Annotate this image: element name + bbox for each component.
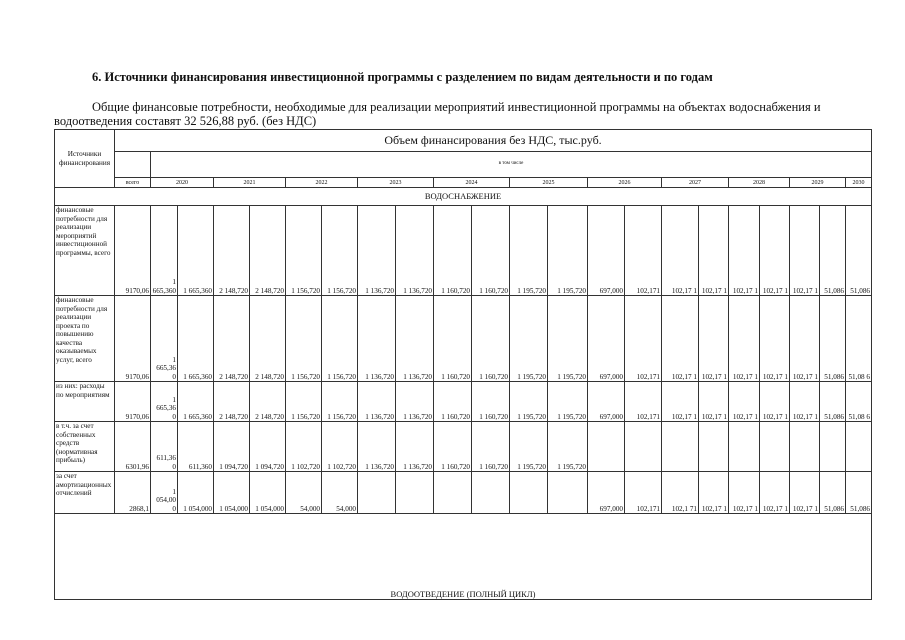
- value-cell: 1 160,720: [434, 206, 472, 296]
- value-cell: 1 195,720: [510, 296, 548, 382]
- value-cell: 1 665,360: [178, 206, 214, 296]
- value-cell: [729, 422, 760, 472]
- value-cell: 102,17 1: [790, 206, 820, 296]
- row-total: 2868,1: [115, 472, 151, 514]
- value-cell: 102,17 1: [760, 382, 790, 422]
- year-2020: 2020: [151, 178, 214, 188]
- value-cell: 697,000: [588, 472, 625, 514]
- section-heading: 6. Источники финансирования инвестиционной программы с разделением по видам деятельности и по годам: [92, 70, 713, 84]
- years-row: [55, 178, 872, 188]
- value-cell: 2 148,720: [250, 206, 286, 296]
- value-cell: 1 136,720: [396, 296, 434, 382]
- value-cell: 51,086: [846, 472, 872, 514]
- value-cell: 1 136,720: [396, 206, 434, 296]
- value-cell: 102,1 71: [662, 472, 699, 514]
- value-cell: 2 148,720: [250, 382, 286, 422]
- value-cell: 611,360: [178, 422, 214, 472]
- value-cell: 1 156,720: [286, 382, 322, 422]
- value-cell: 51,086: [846, 206, 872, 296]
- source-header: Источники финансирования: [55, 130, 115, 188]
- value-cell: 1 156,720: [286, 296, 322, 382]
- value-cell: 1 160,720: [472, 422, 510, 472]
- value-cell: 1 160,720: [434, 382, 472, 422]
- value-cell: 102,171: [625, 296, 662, 382]
- value-cell: 1 156,720: [322, 296, 358, 382]
- value-cell: 102,17 1: [729, 206, 760, 296]
- value-cell: [790, 422, 820, 472]
- value-cell: 1 136,720: [396, 422, 434, 472]
- value-cell: [548, 472, 588, 514]
- value-cell: 1 054,000: [178, 472, 214, 514]
- year-2022: 2022: [286, 178, 358, 188]
- value-cell: 102,17 1: [729, 296, 760, 382]
- year-2024: 2024: [434, 178, 510, 188]
- row-label: в т.ч. за счет собственных средств (нормативная прибыль): [55, 422, 115, 472]
- value-cell: 102,17 1: [760, 206, 790, 296]
- value-cell: [472, 472, 510, 514]
- value-cell: [588, 422, 625, 472]
- value-cell: 1 156,720: [286, 206, 322, 296]
- value-cell: 102,171: [625, 206, 662, 296]
- value-cell: [396, 472, 434, 514]
- value-cell: 1 665,36 0: [151, 296, 178, 382]
- value-cell: 1 136,720: [358, 296, 396, 382]
- value-cell: [846, 422, 872, 472]
- value-cell: 697,000: [588, 382, 625, 422]
- value-cell: 1 136,720: [358, 206, 396, 296]
- value-cell: 102,17 1: [790, 296, 820, 382]
- value-cell: 102,17 1: [662, 382, 699, 422]
- value-cell: 611,36 0: [151, 422, 178, 472]
- value-cell: 51,086: [820, 382, 846, 422]
- intro-paragraph: Общие финансовые потребности, необходимые для реализации мероприятий инвестиционной программы на объектах водоснабжения и водоотведения составят 32 526,88 руб. (без НДС): [54, 100, 821, 128]
- table-row: [55, 382, 872, 422]
- row-total: 9170,06: [115, 382, 151, 422]
- row-total: 9170,06: [115, 206, 151, 296]
- volume-header: Объем финансирования без НДС, тыс.руб.: [115, 130, 872, 152]
- value-cell: [510, 472, 548, 514]
- row-label: финансовые потребности для реализации проекта по повышению качества оказываемых услуг, всего: [55, 296, 115, 382]
- year-2026: 2026: [588, 178, 662, 188]
- section-water-supply: ВОДОСНАБЖЕНИЕ: [55, 188, 872, 206]
- value-cell: 102,17 1: [760, 472, 790, 514]
- value-cell: 102,171: [625, 472, 662, 514]
- table-row: [55, 206, 872, 296]
- value-cell: 102,17 1: [729, 382, 760, 422]
- year-2030: 2030: [846, 178, 872, 188]
- section-sewerage: ВОДООТВЕДЕНИЕ (ПОЛНЫЙ ЦИКЛ): [55, 514, 872, 600]
- total-header: всего: [115, 178, 151, 188]
- value-cell: 102,17 1: [699, 296, 729, 382]
- value-cell: 102,17 1: [662, 206, 699, 296]
- value-cell: [820, 422, 846, 472]
- table-row: [55, 296, 872, 382]
- value-cell: 51,086: [820, 206, 846, 296]
- value-cell: 1 156,720: [322, 382, 358, 422]
- value-cell: 1 160,720: [472, 206, 510, 296]
- value-cell: 102,171: [625, 382, 662, 422]
- value-cell: [625, 422, 662, 472]
- value-cell: 1 160,720: [434, 296, 472, 382]
- financing-table: [54, 129, 872, 600]
- value-cell: 1 094,720: [250, 422, 286, 472]
- value-cell: 1 195,720: [510, 422, 548, 472]
- value-cell: 1 156,720: [322, 206, 358, 296]
- year-2028: 2028: [729, 178, 790, 188]
- value-cell: 1 195,720: [548, 206, 588, 296]
- year-2021: 2021: [214, 178, 286, 188]
- year-2023: 2023: [358, 178, 434, 188]
- value-cell: 1 136,720: [358, 382, 396, 422]
- row-label: финансовые потребности для реализации мероприятий инвестиционной программы, всего: [55, 206, 115, 296]
- value-cell: 102,17 1: [790, 382, 820, 422]
- value-cell: 1 160,720: [472, 382, 510, 422]
- row-label: за счет амортизационных отчислений: [55, 472, 115, 514]
- table-row: [55, 422, 872, 472]
- value-cell: 1 094,720: [214, 422, 250, 472]
- value-cell: 1 665,36 0: [151, 382, 178, 422]
- value-cell: 1 136,720: [396, 382, 434, 422]
- value-cell: 102,17 1: [699, 206, 729, 296]
- value-cell: 54,000: [322, 472, 358, 514]
- table-row: [55, 472, 872, 514]
- year-2027: 2027: [662, 178, 729, 188]
- row-total: 6301,96: [115, 422, 151, 472]
- value-cell: 102,17 1: [729, 472, 760, 514]
- value-cell: [760, 422, 790, 472]
- value-cell: 697,000: [588, 296, 625, 382]
- value-cell: 51,086: [820, 296, 846, 382]
- value-cell: 1 665,360: [178, 296, 214, 382]
- value-cell: 2 148,720: [214, 382, 250, 422]
- value-cell: 102,17 1: [699, 472, 729, 514]
- row-label: из них: расходы по мероприятиям: [55, 382, 115, 422]
- value-cell: 1 054,000: [214, 472, 250, 514]
- value-cell: 102,17 1: [699, 382, 729, 422]
- year-2029: 2029: [790, 178, 846, 188]
- value-cell: 1 160,720: [472, 296, 510, 382]
- value-cell: 697,000: [588, 206, 625, 296]
- value-cell: 51,086: [820, 472, 846, 514]
- value-cell: 102,17 1: [662, 296, 699, 382]
- value-cell: 1 102,720: [286, 422, 322, 472]
- value-cell: [662, 422, 699, 472]
- value-cell: 1 136,720: [358, 422, 396, 472]
- value-cell: 1 054,000: [250, 472, 286, 514]
- value-cell: 1 665,360: [151, 206, 178, 296]
- value-cell: 1 665,360: [178, 382, 214, 422]
- year-2025: 2025: [510, 178, 588, 188]
- value-cell: 51,08 6: [846, 382, 872, 422]
- value-cell: 1 195,720: [510, 382, 548, 422]
- value-cell: 2 148,720: [214, 206, 250, 296]
- value-cell: 1 195,720: [548, 296, 588, 382]
- value-cell: 2 148,720: [250, 296, 286, 382]
- value-cell: 51,08 6: [846, 296, 872, 382]
- value-cell: 102,17 1: [790, 472, 820, 514]
- including-label: в том числе: [151, 152, 872, 178]
- value-cell: [358, 472, 396, 514]
- value-cell: [434, 472, 472, 514]
- value-cell: [699, 422, 729, 472]
- row-total: 9170,06: [115, 296, 151, 382]
- value-cell: 1 160,720: [434, 422, 472, 472]
- value-cell: 1 102,720: [322, 422, 358, 472]
- value-cell: 1 195,720: [510, 206, 548, 296]
- value-cell: 102,17 1: [760, 296, 790, 382]
- value-cell: 1 054,00 0: [151, 472, 178, 514]
- value-cell: 2 148,720: [214, 296, 250, 382]
- value-cell: 1 195,720: [548, 422, 588, 472]
- value-cell: 54,000: [286, 472, 322, 514]
- value-cell: 1 195,720: [548, 382, 588, 422]
